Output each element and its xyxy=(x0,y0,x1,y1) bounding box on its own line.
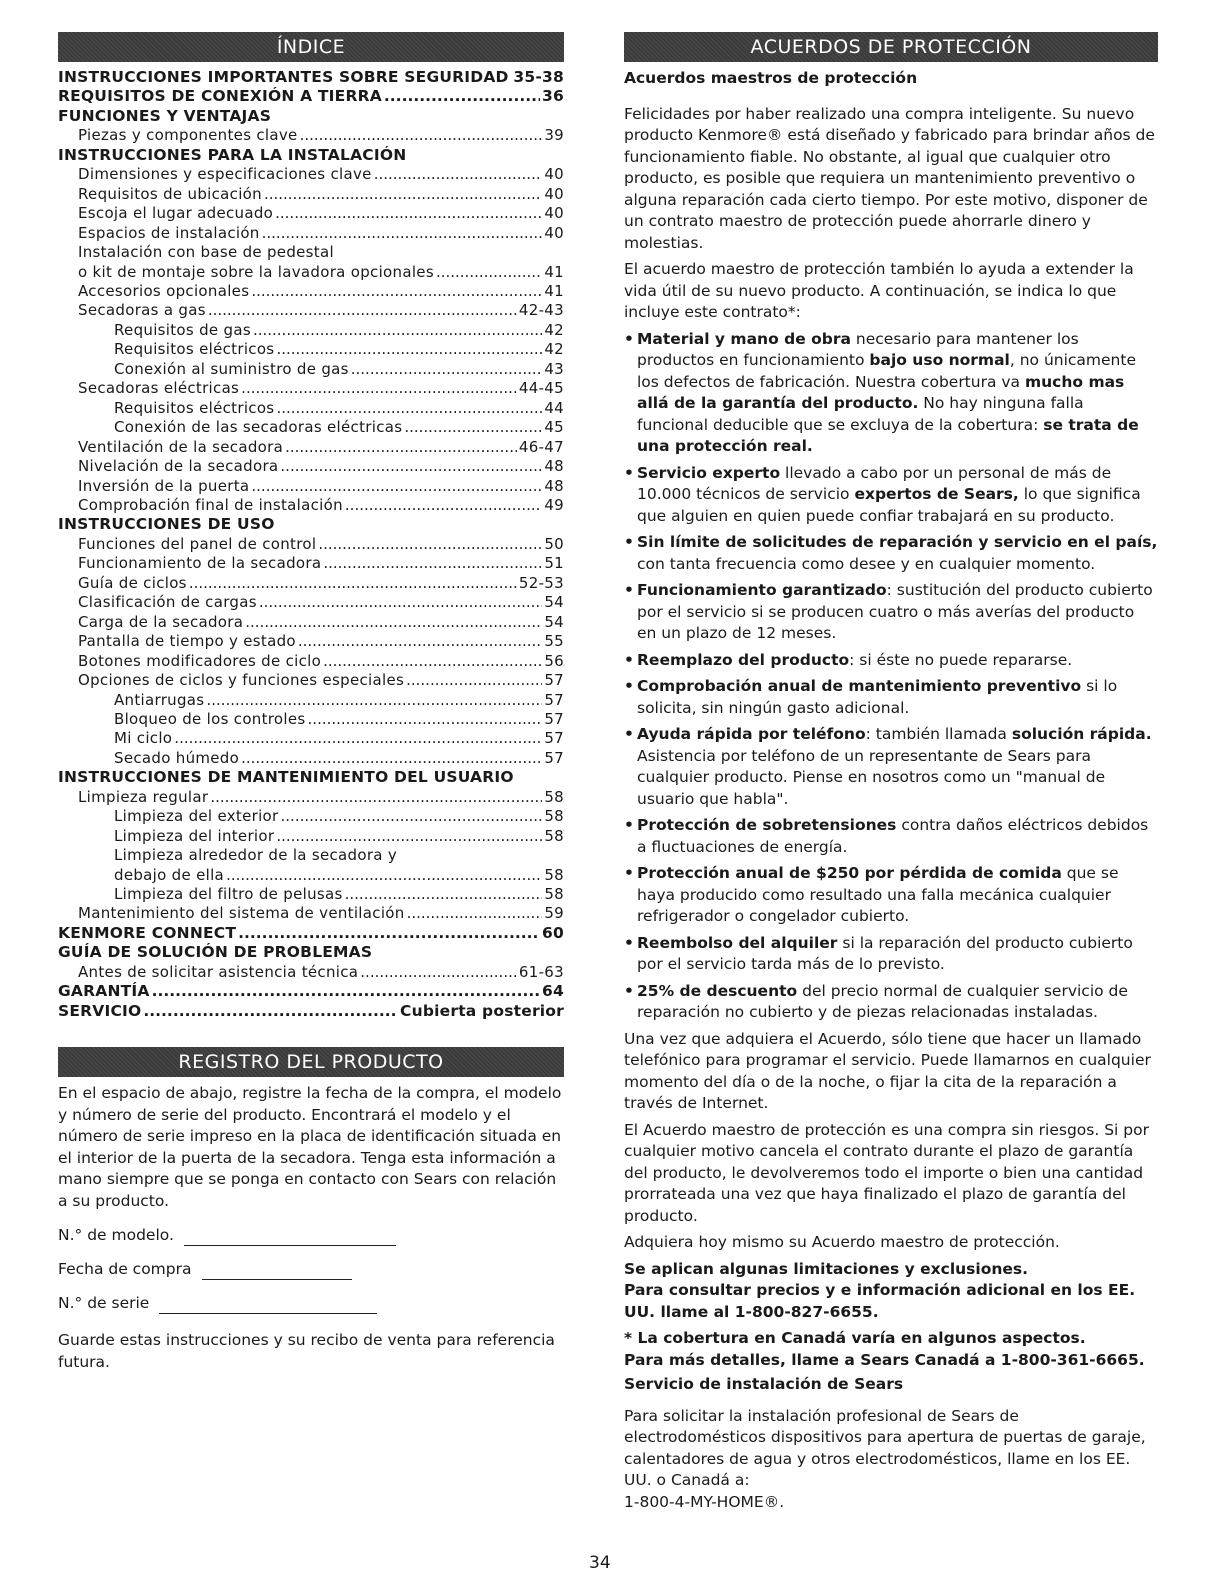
coverage-item-bold: se trata de una protección real. xyxy=(637,415,1139,455)
toc-entry-page: 57 xyxy=(544,690,564,709)
toc-entry xyxy=(58,243,564,262)
toc-leader xyxy=(406,671,542,690)
toc-entry-label: SERVICIO xyxy=(58,1001,142,1020)
toc-entry-label: Guía de ciclos xyxy=(78,573,187,592)
toc-entry-page: 44 xyxy=(544,398,564,417)
toc-entry-label: INSTRUCCIONES IMPORTANTES SOBRE SEGURIDAD xyxy=(58,68,509,86)
coverage-item-bold: Material y mano de obra xyxy=(637,329,851,348)
toc-leader xyxy=(143,1002,398,1021)
toc-entry-label: Secadoras a gas xyxy=(78,301,206,320)
toc-entry-label: Funciones del panel de control xyxy=(78,534,317,553)
toc-entry-label: Instalación con base de pedestal xyxy=(78,243,334,262)
toc-entry-label: Inversión de la puerta xyxy=(78,476,250,495)
toc-entry xyxy=(58,788,564,807)
toc-entry xyxy=(58,185,564,204)
toc-entry-page: 50 xyxy=(544,534,564,553)
toc-entry-label: Requisitos de gas xyxy=(114,320,251,339)
toc-leader xyxy=(238,924,540,943)
acuerdos-p3: Una vez que adquiera el Acuerdo, sólo tiene que hacer un llamado telefónico para programar el servicio. Puede llamarnos en cualquier momento del día o de la noche, o fijar la cita de la reparación a través de Internet. xyxy=(624,1029,1151,1112)
toc-entry-page: Cubierta posterior xyxy=(400,1001,564,1020)
toc-entry xyxy=(58,282,564,301)
toc-leader xyxy=(241,749,542,768)
toc-entry xyxy=(58,904,564,923)
toc-entry-page: 40 xyxy=(544,165,564,184)
coverage-item-text: Asistencia por teléfono de un representante de Sears para cualquier producto. Piense en nosotros como un "manual de usuario que habla". xyxy=(637,746,1106,808)
toc-entry xyxy=(58,924,564,943)
toc-leader xyxy=(300,126,543,145)
toc-entry xyxy=(58,1002,564,1021)
toc-entry-label: Limpieza regular xyxy=(78,787,209,806)
toc-entry-label: Antes de solicitar asistencia técnica xyxy=(78,962,359,981)
toc-entry xyxy=(58,574,564,593)
toc-leader xyxy=(323,554,542,573)
toc-entry xyxy=(58,68,564,87)
toc-entry-label: Botones modificadores de ciclo xyxy=(78,651,322,670)
keep-text: Guarde estas instrucciones y su recibo de venta para referencia futura. xyxy=(58,1331,555,1371)
toc-entry xyxy=(58,554,564,573)
coverage-item-bold: Protección de sobretensiones xyxy=(637,816,897,834)
coverage-item-bold: expertos de Sears, xyxy=(854,485,1019,503)
toc-entry-label: Dimensiones y especificaciones clave xyxy=(78,165,372,184)
coverage-item xyxy=(624,863,1158,928)
toc-entry-page: 58 xyxy=(544,826,564,845)
toc-entry xyxy=(58,496,564,515)
toc-leader xyxy=(206,691,542,710)
toc-entry-label: Opciones de ciclos y funciones especiales xyxy=(78,671,405,690)
toc-entry-page: 59 xyxy=(544,904,564,923)
toc-entry xyxy=(58,749,564,768)
toc-entry xyxy=(58,846,564,865)
coverage-item-text: No hay ninguna falla funcional deducible que se excluya de la cobertura: xyxy=(637,394,1084,434)
toc-entry-label: Ventilación de la secadora xyxy=(78,437,284,456)
coverage-item-bold: Reembolso del alquiler xyxy=(637,933,838,952)
coverage-item-bold: Servicio experto xyxy=(637,463,781,482)
toc-entry xyxy=(58,963,564,982)
toc-leader xyxy=(298,632,542,651)
toc-entry-page: 58 xyxy=(544,865,564,884)
toc-leader xyxy=(384,87,540,106)
toc-leader xyxy=(226,866,542,885)
table-of-contents xyxy=(58,68,564,1021)
toc-entry-label: debajo de ella xyxy=(114,865,225,884)
install-title: Servicio de instalación de Sears xyxy=(624,1375,904,1393)
toc-entry xyxy=(58,418,564,437)
toc-entry-page: 42-43 xyxy=(518,301,564,320)
coverage-item-bold: Reemplazo del producto xyxy=(637,650,850,669)
toc-entry xyxy=(58,613,564,632)
date-line xyxy=(202,1263,352,1280)
toc-leader xyxy=(253,321,542,340)
toc-entry-label: Nivelación de la secadora xyxy=(78,457,279,476)
toc-leader xyxy=(407,904,543,923)
toc-entry xyxy=(58,399,564,418)
toc-entry-label: Requisitos eléctricos xyxy=(114,340,275,359)
acuerdos-p1: Felicidades por haber realizado una compra inteligente. Su nuevo producto Kenmore® está diseñado y fabricado para brindar años de funcionamiento fiable. No obstante, al igual que cualquier otro producto, es posible que requiera un mantenimiento preventivo o alguna reparación cada cierto tiempo. Por este motivo, disponer de un contrato maestro de protección puede ahorrarle dinero y molestias. xyxy=(624,104,1155,252)
coverage-item-bold: mucho mas allá de la garantía del producto. xyxy=(637,372,1125,412)
toc-entry xyxy=(58,593,564,612)
toc-leader xyxy=(251,282,542,301)
toc-entry-label: Pantalla de tiempo y estado xyxy=(78,632,296,651)
toc-entry xyxy=(58,535,564,554)
coverage-item-text: llevado a cabo por un personal de más de 10.000 técnicos de servicio xyxy=(637,463,1112,503)
toc-entry xyxy=(58,671,564,690)
install-phone: 1-800-4-MY-HOME®. xyxy=(624,1492,785,1511)
acuerdos-banner: ACUERDOS DE PROTECCIÓN xyxy=(624,32,1158,62)
toc-entry-page: 58 xyxy=(544,787,564,806)
toc-entry-page: 46-47 xyxy=(518,437,564,456)
toc-entry xyxy=(58,982,564,1001)
coverage-item-text: : sustitución del producto cubierto por el servicio si se producen cuatro o más averías del producto en un plazo de 12 meses. xyxy=(637,581,1153,642)
toc-entry-page: 40 xyxy=(544,184,564,203)
toc-leader xyxy=(262,224,543,243)
toc-entry-label: Espacios de instalación xyxy=(78,223,260,242)
model-label: N.° de modelo. xyxy=(58,1226,174,1245)
coverage-item-bold: bajo uso normal xyxy=(869,351,1010,369)
registro-banner: REGISTRO DEL PRODUCTO xyxy=(58,1047,564,1077)
toc-entry-page: 52-53 xyxy=(518,573,564,592)
coverage-item-bold: Funcionamiento garantizado xyxy=(637,581,887,599)
toc-entry xyxy=(58,107,564,126)
toc-leader xyxy=(511,68,512,87)
toc-entry xyxy=(58,224,564,243)
toc-entry-label: Mi ciclo xyxy=(114,729,173,748)
registro-text: En el espacio de abajo, registre la fecha de la compra, el modelo y número de serie del producto. Encontrará el modelo y el número de serie impreso en la placa de identificación situada en el interior de la puerta de la secadora. Tenga esta información a mano siempre que se ponga en contacto con Sears con relación a su producto. xyxy=(58,1084,562,1210)
model-field xyxy=(58,1225,564,1246)
toc-entry xyxy=(58,87,564,106)
coverage-item-bold: Comprobación anual de mantenimiento preventivo xyxy=(637,677,1082,695)
toc-entry-page: 56 xyxy=(544,651,564,670)
toc-entry-label: INSTRUCCIONES DE USO xyxy=(58,515,275,534)
toc-entry-label: Requisitos eléctricos xyxy=(114,398,275,417)
toc-entry-page: 40 xyxy=(544,204,564,223)
acuerdos-p5: Adquiera hoy mismo su Acuerdo maestro de protección. xyxy=(624,1233,1060,1251)
toc-leader xyxy=(189,574,517,593)
coverage-item-bold: Sin límite de solicitudes de reparación y servicio en el país, xyxy=(637,533,1158,551)
coverage-item-text: si lo solicita, sin ningún gasto adicional. xyxy=(637,677,1118,717)
toc-entry-page: 57 xyxy=(544,748,564,767)
toc-entry-page: 57 xyxy=(544,671,564,690)
coverage-item xyxy=(624,933,1158,976)
toc-entry-label: INSTRUCCIONES DE MANTENIMIENTO DEL USUARIO xyxy=(58,768,514,787)
toc-entry-page: 45 xyxy=(544,418,564,437)
toc-banner: ÍNDICE xyxy=(58,32,564,62)
toc-entry-label: Clasificación de cargas xyxy=(78,593,257,612)
toc-entry xyxy=(58,360,564,379)
coverage-item xyxy=(624,650,1158,672)
coverage-item-bold: 25% de descuento xyxy=(637,981,798,1000)
toc-entry-label: REQUISITOS DE CONEXIÓN A TIERRA xyxy=(58,87,382,106)
toc-entry xyxy=(58,438,564,457)
toc-leader xyxy=(276,399,542,418)
toc-leader xyxy=(285,438,517,457)
toc-entry xyxy=(58,165,564,184)
toc-leader xyxy=(360,963,517,982)
toc-entry xyxy=(58,204,564,223)
toc-entry-label: FUNCIONES Y VENTAJAS xyxy=(58,106,272,125)
toc-leader xyxy=(345,496,542,515)
toc-leader xyxy=(280,457,542,476)
toc-entry xyxy=(58,729,564,748)
toc-entry-label: Limpieza alrededor de la secadora y xyxy=(114,846,398,865)
toc-entry-page: 40 xyxy=(544,223,564,242)
coverage-item xyxy=(624,329,1158,458)
toc-entry-page: 49 xyxy=(544,495,564,514)
toc-entry-page: 41 xyxy=(544,262,564,281)
toc-leader xyxy=(318,535,542,554)
coverage-item-bold: Ayuda rápida por teléfono xyxy=(637,725,866,743)
coverage-item-text: : también llamada xyxy=(865,725,1012,743)
acuerdos-p4: El Acuerdo maestro de protección es una compra sin riesgos. Si por cualquier motivo cancela el contrato durante el plazo de garantía del producto, le devolveremos todo el importe o bien una cantidad prorrateada una vez que haya finalizado el plazo de garantía del producto. xyxy=(624,1120,1149,1225)
toc-entry-page: 39 xyxy=(544,126,564,145)
toc-leader xyxy=(174,729,542,748)
toc-leader xyxy=(210,788,542,807)
page-number: 34 xyxy=(589,1553,611,1573)
date-label: Fecha de compra xyxy=(58,1260,192,1279)
toc-entry-page: 58 xyxy=(544,885,564,904)
toc-entry-page: 54 xyxy=(544,593,564,612)
toc-entry-page: 55 xyxy=(544,632,564,651)
toc-entry-label: Limpieza del filtro de pelusas xyxy=(114,885,343,904)
coverage-item-text: que se haya producido como resultado una falla mecánica cualquier refrigerador o congelador cubierto. xyxy=(637,864,1119,925)
acuerdos-p2: El acuerdo maestro de protección también lo ayuda a extender la vida útil de su nuevo producto. A continuación, se indica lo que incluye este contrato*: xyxy=(624,260,1134,321)
toc-leader xyxy=(323,652,542,671)
coverage-item-text: lo que significa que alguien en quien puede confiar trabajará en su producto. xyxy=(637,485,1141,525)
toc-entry-page: 44-45 xyxy=(518,379,564,398)
toc-entry-label: Escoja el lugar adecuado xyxy=(78,204,274,223)
coverage-item xyxy=(624,981,1158,1024)
coverage-item xyxy=(624,532,1158,575)
toc-entry xyxy=(58,943,564,962)
toc-entry-label: Mantenimiento del sistema de ventilación xyxy=(78,904,405,923)
toc-leader xyxy=(404,418,542,437)
toc-entry-page: 61-63 xyxy=(518,962,564,981)
serial-label: N.° de serie xyxy=(58,1294,150,1313)
serial-field xyxy=(58,1293,564,1314)
toc-entry xyxy=(58,885,564,904)
toc-leader xyxy=(308,710,543,729)
toc-leader xyxy=(208,301,517,320)
toc-entry xyxy=(58,632,564,651)
coverage-item xyxy=(624,815,1158,858)
toc-entry xyxy=(58,321,564,340)
toc-entry-label: Secadoras eléctricas xyxy=(78,379,240,398)
coverage-item xyxy=(624,676,1158,719)
usa-contact: Para consultar precios y e información adicional en los EE. UU. llame al 1-800-827-6655. xyxy=(624,1281,1136,1321)
toc-leader xyxy=(251,477,542,496)
toc-entry-label: Requisitos de ubicación xyxy=(78,184,262,203)
toc-leader xyxy=(351,360,543,379)
coverage-item xyxy=(624,580,1158,645)
coverage-item-text: con tanta frecuencia como desee y en cualquier momento. xyxy=(637,554,1096,573)
toc-entry-page: 36 xyxy=(542,87,564,106)
toc-leader xyxy=(374,165,543,184)
toc-entry xyxy=(58,768,564,787)
toc-entry-label: Conexión de las secadoras eléctricas xyxy=(114,418,403,437)
toc-entry-page: 54 xyxy=(544,612,564,631)
toc-entry xyxy=(58,652,564,671)
toc-entry-label: Carga de la secadora xyxy=(78,612,244,631)
limits-text: Se aplican algunas limitaciones y exclusiones. xyxy=(624,1259,1029,1278)
canada-note: * La cobertura en Canadá varía en algunos aspectos. xyxy=(624,1329,1086,1347)
coverage-item-text: necesario para mantener los productos en funcionamiento xyxy=(637,329,1079,369)
right-column xyxy=(624,32,1158,1513)
toc-entry-page: 57 xyxy=(544,709,564,728)
toc-entry-label: Conexión al suministro de gas xyxy=(114,359,349,378)
coverage-item-bold: Protección anual de $250 por pérdida de comida xyxy=(637,864,1062,882)
toc-leader xyxy=(281,807,543,826)
install-text: Para solicitar la instalación profesional de Sears de electrodomésticos dispositivos para apertura de puertas de garaje, calentadores de agua y otros electrodomésticos, llame en los EE. UU. o Canadá a: xyxy=(624,1406,1146,1489)
toc-entry-label: GUÍA DE SOLUCIÓN DE PROBLEMAS xyxy=(58,943,373,962)
toc-entry-label: Piezas y componentes clave xyxy=(78,126,298,145)
left-column xyxy=(58,32,564,1373)
model-line xyxy=(184,1229,396,1246)
toc-entry xyxy=(58,827,564,846)
toc-leader xyxy=(275,204,542,223)
toc-entry-label: Antiarrugas xyxy=(114,690,205,709)
toc-entry-page: 64 xyxy=(542,982,564,1001)
coverage-item-bold: solución rápida. xyxy=(1011,725,1152,743)
toc-entry-label: Comprobación final de instalación xyxy=(78,495,343,514)
toc-entry xyxy=(58,146,564,165)
toc-entry-label: Limpieza del interior xyxy=(114,826,275,845)
toc-entry-label: Funcionamiento de la secadora xyxy=(78,554,322,573)
toc-entry-label: Bloqueo de los controles xyxy=(114,709,306,728)
toc-entry-page: 60 xyxy=(542,923,564,942)
toc-entry-page: 43 xyxy=(544,359,564,378)
toc-entry xyxy=(58,457,564,476)
toc-leader xyxy=(241,379,517,398)
toc-entry xyxy=(58,340,564,359)
toc-leader xyxy=(276,340,542,359)
coverage-item xyxy=(624,463,1158,528)
toc-entry-page: 58 xyxy=(544,807,564,826)
date-field xyxy=(58,1259,564,1280)
toc-leader xyxy=(345,885,543,904)
acuerdos-subtitle: Acuerdos maestros de protección xyxy=(624,69,918,87)
toc-entry xyxy=(58,691,564,710)
serial-line xyxy=(159,1297,377,1314)
toc-entry-page: 42 xyxy=(544,320,564,339)
coverage-item-text: del precio normal de cualquier servicio de reparación no cubierto y de piezas relacionadas instaladas. xyxy=(637,981,1128,1021)
toc-entry-label: o kit de montaje sobre la lavadora opcionales xyxy=(78,262,434,281)
toc-entry-page: 48 xyxy=(544,457,564,476)
toc-entry xyxy=(58,263,564,282)
toc-leader xyxy=(245,613,542,632)
toc-entry xyxy=(58,515,564,534)
toc-entry xyxy=(58,807,564,826)
toc-leader xyxy=(436,263,542,282)
coverage-list xyxy=(624,329,1158,1024)
toc-entry xyxy=(58,301,564,320)
toc-entry-page: 35-38 xyxy=(513,68,564,86)
coverage-item xyxy=(624,724,1158,810)
toc-entry-label: GARANTÍA xyxy=(58,982,150,1001)
toc-entry xyxy=(58,866,564,885)
toc-entry xyxy=(58,126,564,145)
toc-entry-page: 42 xyxy=(544,340,564,359)
toc-entry-page: 51 xyxy=(544,554,564,573)
toc-entry-label: Secado húmedo xyxy=(114,748,240,767)
toc-entry-label: INSTRUCCIONES PARA LA INSTALACIÓN xyxy=(58,145,407,164)
toc-leader xyxy=(152,982,540,1001)
toc-entry-page: 57 xyxy=(544,729,564,748)
toc-leader xyxy=(259,593,542,612)
canada-contact: Para más detalles, llame a Sears Canadá a 1-800-361-6665. xyxy=(624,1350,1145,1369)
toc-entry xyxy=(58,379,564,398)
toc-entry-page: 41 xyxy=(544,281,564,300)
toc-entry-label: Accesorios opcionales xyxy=(78,281,250,300)
coverage-item-text: contra daños eléctricos debidos a fluctuaciones de energía. xyxy=(637,816,1149,856)
coverage-item-text: , no únicamente los defectos de fabricación. Nuestra cobertura va xyxy=(637,351,1136,391)
coverage-item-text: si la reparación del producto cubierto por el servicio tarda más de lo previsto. xyxy=(637,933,1133,973)
toc-entry xyxy=(58,477,564,496)
toc-entry-label: KENMORE CONNECT xyxy=(58,923,237,942)
toc-entry-page: 48 xyxy=(544,476,564,495)
toc-entry xyxy=(58,710,564,729)
toc-leader xyxy=(264,185,542,204)
toc-entry-label: Limpieza del exterior xyxy=(114,807,279,826)
coverage-item-text: : si éste no puede repararse. xyxy=(849,650,1073,669)
toc-leader xyxy=(276,827,542,846)
